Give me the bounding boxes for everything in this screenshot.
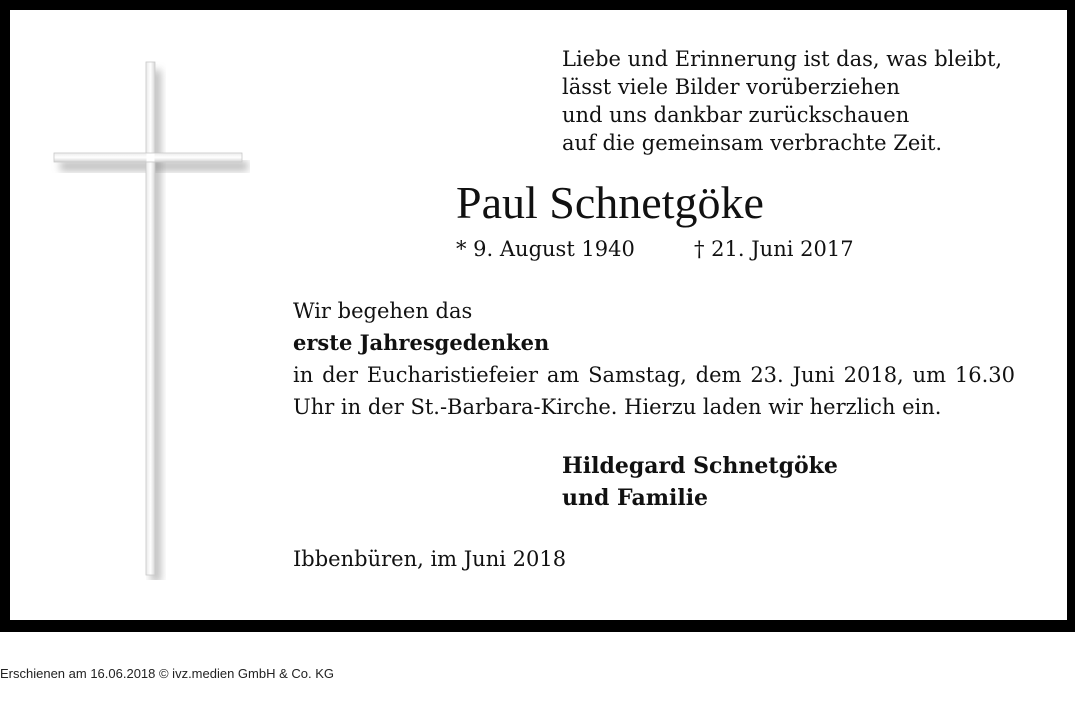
life-dates — [456, 236, 854, 262]
poem-line: lässt viele Bilder vorüberziehen — [562, 75, 900, 99]
announcement-occasion: erste Jahresgedenken — [293, 330, 550, 355]
poem-line: und uns dankbar zurückschauen — [562, 103, 910, 127]
announcement-intro: Wir begehen das — [293, 299, 473, 323]
signer-line: Hildegard Schnetgöke — [562, 453, 838, 479]
place-date: Ibbenbüren, im Juni 2018 — [293, 547, 567, 571]
signer-line: und Familie — [562, 485, 709, 511]
announcement-text — [293, 295, 1015, 423]
memorial-poem — [562, 45, 1002, 157]
death-date: † 21. Juni 2017 — [694, 237, 854, 261]
deceased-name: Paul Schnetgöke — [456, 177, 764, 228]
publication-footer: Erschienen am 16.06.2018 © ivz.medien GmbH & Co. KG — [0, 666, 335, 681]
signers — [562, 450, 838, 514]
poem-line: Liebe und Erinnerung ist das, was bleibt, — [562, 47, 1003, 71]
poem-line: auf die gemeinsam verbrachte Zeit. — [562, 131, 943, 155]
birth-date: * 9. August 1940 — [456, 237, 635, 261]
notice-card — [10, 10, 1067, 620]
cross-icon — [50, 50, 250, 580]
announcement-details: in der Eucharistiefeier am Samstag, dem 23. Juni 2018, um 16.30 Uhr in der St.-Barbara-Kirche. Hierzu laden wir herzlich ein. — [293, 363, 1015, 419]
